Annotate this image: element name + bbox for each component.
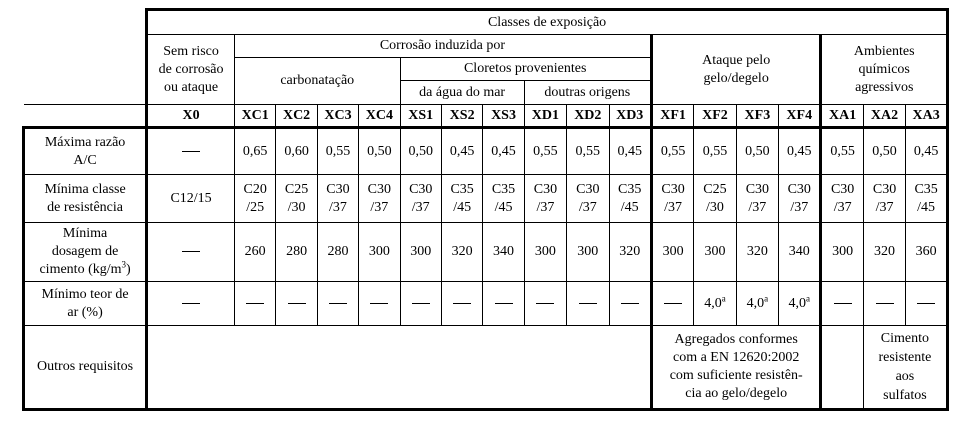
exposure-classes-table — [22, 8, 949, 411]
dash-mark — [412, 303, 430, 304]
value-cell — [609, 282, 651, 326]
codes-corner — [24, 105, 147, 128]
outros-xa1-empty — [821, 326, 863, 410]
value-cell: 0,45 — [441, 128, 482, 175]
value-cell — [863, 282, 905, 326]
row-label-dosagem: Mínima dosagem de cimento $(kg/m^3)$ — [24, 223, 147, 282]
row-classe — [24, 175, 948, 223]
code-cell: XD1 — [524, 105, 566, 128]
code-cell: XF4 — [779, 105, 821, 128]
value-cell: 340 — [779, 223, 821, 282]
value-cell: 320 — [736, 223, 778, 282]
code-cell: X0 — [147, 105, 235, 128]
value-cell: C30 /37 — [524, 175, 566, 223]
value-cell — [400, 282, 441, 326]
row-label-teor: Mínimo teor de ar (%) — [24, 282, 147, 326]
value-cell: 300 — [359, 223, 400, 282]
header-outras-origens: doutras origens — [524, 81, 651, 105]
code-cell: XA3 — [906, 105, 948, 128]
dash-mark — [182, 151, 200, 152]
header-sem-risco: Sem risco de corrosão ou ataque — [147, 35, 235, 105]
header-ambientes: Ambientes químicos agressivos — [821, 35, 948, 105]
row-dosagem — [24, 223, 948, 282]
value-cell — [906, 282, 948, 326]
value-cell: C30 /37 — [567, 175, 609, 223]
value-cell: C35 /45 — [483, 175, 524, 223]
row-razao — [24, 128, 948, 175]
dash-mark — [288, 303, 306, 304]
dash-mark — [621, 303, 639, 304]
code-cell: XC1 — [234, 105, 275, 128]
header-cloretos: Cloretos provenientes — [400, 58, 651, 81]
code-cell: XS2 — [441, 105, 482, 128]
corner-blank — [24, 10, 147, 105]
value-cell: 0,50 — [400, 128, 441, 175]
dash-mark — [182, 251, 200, 252]
value-cell: 0,50 — [736, 128, 778, 175]
dash-mark — [536, 303, 554, 304]
value-cell — [147, 128, 235, 175]
code-cell: XC4 — [359, 105, 400, 128]
dash-mark — [917, 303, 935, 304]
value-cell: 0,55 — [567, 128, 609, 175]
code-cell: XS3 — [483, 105, 524, 128]
row-outros — [24, 326, 948, 410]
value-cell: C30 /37 — [400, 175, 441, 223]
outros-gelo: Agregados conformes com a EN 12620:2002 com suficiente resistên- cia ao gelo/degelo — [651, 326, 821, 410]
value-cell: 320 — [863, 223, 905, 282]
value-cell: 0,55 — [524, 128, 566, 175]
value-cell: 0,55 — [821, 128, 863, 175]
value-cell — [651, 282, 693, 326]
dash-mark — [370, 303, 388, 304]
code-cell: XA2 — [863, 105, 905, 128]
value-cell: C20 /25 — [234, 175, 275, 223]
value-cell — [317, 282, 358, 326]
value-cell: C35 /45 — [906, 175, 948, 223]
dash-mark — [834, 303, 852, 304]
header-agua-mar: da água do mar — [400, 81, 524, 105]
value-cell: 260 — [234, 223, 275, 282]
value-cell: 0,60 — [276, 128, 317, 175]
value-cell: 0,65 — [234, 128, 275, 175]
code-cell: XF1 — [651, 105, 693, 128]
value-cell: 4,0$^a$ — [736, 282, 778, 326]
value-cell: 360 — [906, 223, 948, 282]
header-title: Classes de exposição — [147, 10, 948, 35]
value-cell: C35 /45 — [609, 175, 651, 223]
value-cell: 280 — [317, 223, 358, 282]
header-ataque: Ataque pelo gelo/degelo — [651, 35, 821, 105]
value-cell: 300 — [694, 223, 736, 282]
value-cell: 300 — [821, 223, 863, 282]
row-label-outros: Outros requisitos — [24, 326, 147, 410]
value-cell: 0,50 — [359, 128, 400, 175]
dash-mark — [495, 303, 513, 304]
code-cell: XD2 — [567, 105, 609, 128]
value-cell: C25 /30 — [276, 175, 317, 223]
code-cell: XA1 — [821, 105, 863, 128]
value-cell: C12/15 — [147, 175, 235, 223]
value-cell: 340 — [483, 223, 524, 282]
dash-mark — [579, 303, 597, 304]
value-cell — [567, 282, 609, 326]
dash-mark — [182, 303, 200, 304]
value-cell: 280 — [276, 223, 317, 282]
value-cell: 4,0$^a$ — [694, 282, 736, 326]
dash-mark — [876, 303, 894, 304]
value-cell — [441, 282, 482, 326]
value-cell: 0,45 — [906, 128, 948, 175]
value-cell — [234, 282, 275, 326]
codes-row — [24, 105, 948, 128]
value-cell: 320 — [609, 223, 651, 282]
value-cell: 0,55 — [317, 128, 358, 175]
value-cell: 300 — [651, 223, 693, 282]
value-cell: 4,0$^a$ — [779, 282, 821, 326]
value-cell: C30 /37 — [317, 175, 358, 223]
row-teor — [24, 282, 948, 326]
header-carbonatacao: carbonatação — [234, 58, 400, 105]
value-cell: 0,55 — [694, 128, 736, 175]
value-cell: C30 /37 — [821, 175, 863, 223]
code-cell: XF3 — [736, 105, 778, 128]
row-label-razao: Máxima razão A/C — [24, 128, 147, 175]
value-cell: 300 — [567, 223, 609, 282]
value-cell — [147, 223, 235, 282]
value-cell: C35 /45 — [441, 175, 482, 223]
value-cell: 0,45 — [609, 128, 651, 175]
value-cell — [821, 282, 863, 326]
value-cell: C30 /37 — [736, 175, 778, 223]
code-cell: XF2 — [694, 105, 736, 128]
code-cell: XC2 — [276, 105, 317, 128]
dash-mark — [329, 303, 347, 304]
value-cell: 300 — [524, 223, 566, 282]
value-cell — [483, 282, 524, 326]
row-label-classe: Mínima classe de resistência — [24, 175, 147, 223]
value-cell: 0,55 — [651, 128, 693, 175]
value-cell: C30 /37 — [359, 175, 400, 223]
value-cell — [524, 282, 566, 326]
value-cell — [276, 282, 317, 326]
value-cell: C30 /37 — [863, 175, 905, 223]
value-cell: C30 /37 — [651, 175, 693, 223]
code-cell: XD3 — [609, 105, 651, 128]
dash-mark — [664, 303, 682, 304]
value-cell: 300 — [400, 223, 441, 282]
dash-mark — [453, 303, 471, 304]
dash-mark — [246, 303, 264, 304]
code-cell: XC3 — [317, 105, 358, 128]
value-cell: 0,45 — [483, 128, 524, 175]
value-cell: 0,50 — [863, 128, 905, 175]
value-cell: 320 — [441, 223, 482, 282]
header-corrosao: Corrosão induzida por — [234, 35, 651, 58]
code-cell: XS1 — [400, 105, 441, 128]
value-cell — [359, 282, 400, 326]
value-cell: C30 /37 — [779, 175, 821, 223]
outros-sulfatos: Cimento resistente aos sulfatos — [863, 326, 947, 410]
outros-empty — [147, 326, 652, 410]
value-cell: C25 /30 — [694, 175, 736, 223]
value-cell — [147, 282, 235, 326]
value-cell: 0,45 — [779, 128, 821, 175]
